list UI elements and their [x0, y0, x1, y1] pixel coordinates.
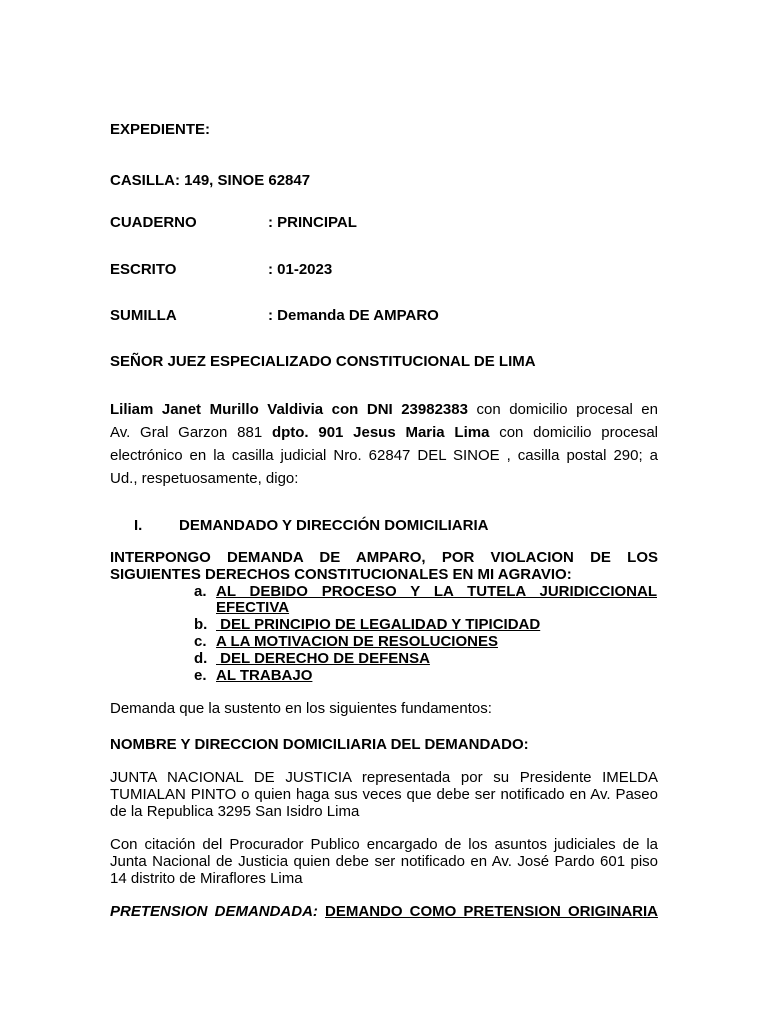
sumilla-value: : Demanda DE AMPARO	[268, 307, 439, 324]
intro-line-2	[110, 424, 658, 442]
junta-line-1: JUNTA NACIONAL DE JUSTICIA representada por su Presidente IMELDA	[110, 769, 658, 786]
right-item-c	[194, 633, 498, 650]
right-marker: c.	[194, 633, 207, 650]
right-text-cont: EFECTIVA	[216, 599, 290, 616]
section-title: DEMANDADO Y DIRECCIÓN DOMICILIARIA	[179, 517, 489, 534]
right-item-e	[194, 667, 312, 684]
escrito-value: : 01-2023	[268, 261, 333, 278]
cuaderno-value: : PRINCIPAL	[268, 214, 357, 231]
pretension-text: DEMANDO COMO PRETENSION ORIGINARIA	[325, 903, 658, 920]
intro-text-2: Av. Gral Garzon 881	[110, 424, 272, 441]
right-marker: b.	[194, 616, 208, 633]
right-text: AL TRABAJO	[216, 667, 313, 684]
intro-text-1: con domicilio procesal en	[467, 401, 658, 418]
casilla-line: CASILLA: 149, SINOE 62847	[110, 172, 311, 189]
expediente-label: EXPEDIENTE:	[110, 121, 211, 138]
intro-line-4: Ud., respetuosamente, digo:	[110, 470, 299, 487]
procurador-line-1: Con citación del Procurador Publico encargado de los asuntos judiciales de la	[110, 836, 658, 853]
intro-line-1	[110, 401, 658, 419]
right-item-d	[194, 650, 430, 667]
section-numeral: I.	[134, 517, 143, 534]
right-item-a-cont	[216, 599, 289, 616]
right-marker: d.	[194, 650, 208, 667]
escrito-label: ESCRITO	[110, 261, 177, 278]
right-marker: e.	[194, 667, 207, 684]
interpongo-line-1: INTERPONGO DEMANDA DE AMPARO, POR VIOLACION DE LOS	[110, 549, 658, 566]
plaintiff-name: Liliam Janet Murillo Valdivia con DNI 23982383	[110, 401, 468, 418]
procurador-line-2: Junta Nacional de Justicia quien debe ser notificado en Av. José Pardo 601 piso	[110, 853, 658, 870]
intro-line-3: electrónico en la casilla judicial Nro. 62847 DEL SINOE , casilla postal 290; a	[110, 447, 658, 464]
right-text: DEL DERECHO DE DEFENSA	[216, 650, 430, 667]
right-text: AL DEBIDO PROCESO Y LA TUTELA JURIDICCIONAL	[216, 583, 657, 600]
right-text: A LA MOTIVACION DE RESOLUCIONES	[216, 633, 498, 650]
pretension-label: PRETENSION DEMANDADA:	[110, 903, 326, 920]
procurador-line-3: 14 distrito de Miraflores Lima	[110, 870, 303, 887]
junta-line-2: TUMIALAN PINTO o quien haga sus veces que debe ser notificado en Av. Paseo	[110, 786, 658, 803]
right-item-a	[194, 583, 657, 600]
right-marker: a.	[194, 583, 207, 600]
addressee: SEÑOR JUEZ ESPECIALIZADO CONSTITUCIONAL DE LIMA	[110, 353, 536, 370]
interpongo-line-2: SIGUIENTES DERECHOS CONSTITUCIONALES EN MI AGRAVIO:	[110, 566, 572, 583]
pretension-line	[110, 903, 658, 920]
sumilla-label: SUMILLA	[110, 307, 177, 324]
cuaderno-label: CUADERNO	[110, 214, 197, 231]
right-text: DEL PRINCIPIO DE LEGALIDAD Y TIPICIDAD	[216, 616, 541, 633]
intro-text-3: con domicilio procesal	[489, 424, 658, 441]
right-item-b	[194, 616, 540, 633]
plaintiff-address: dpto. 901 Jesus Maria Lima	[271, 424, 490, 441]
demandado-heading: NOMBRE Y DIRECCION DOMICILIARIA DEL DEMANDADO:	[110, 736, 529, 753]
fundamentos-line: Demanda que la sustento en los siguientes fundamentos:	[110, 700, 492, 717]
junta-line-3: de la Republica 3295 San Isidro Lima	[110, 803, 360, 820]
